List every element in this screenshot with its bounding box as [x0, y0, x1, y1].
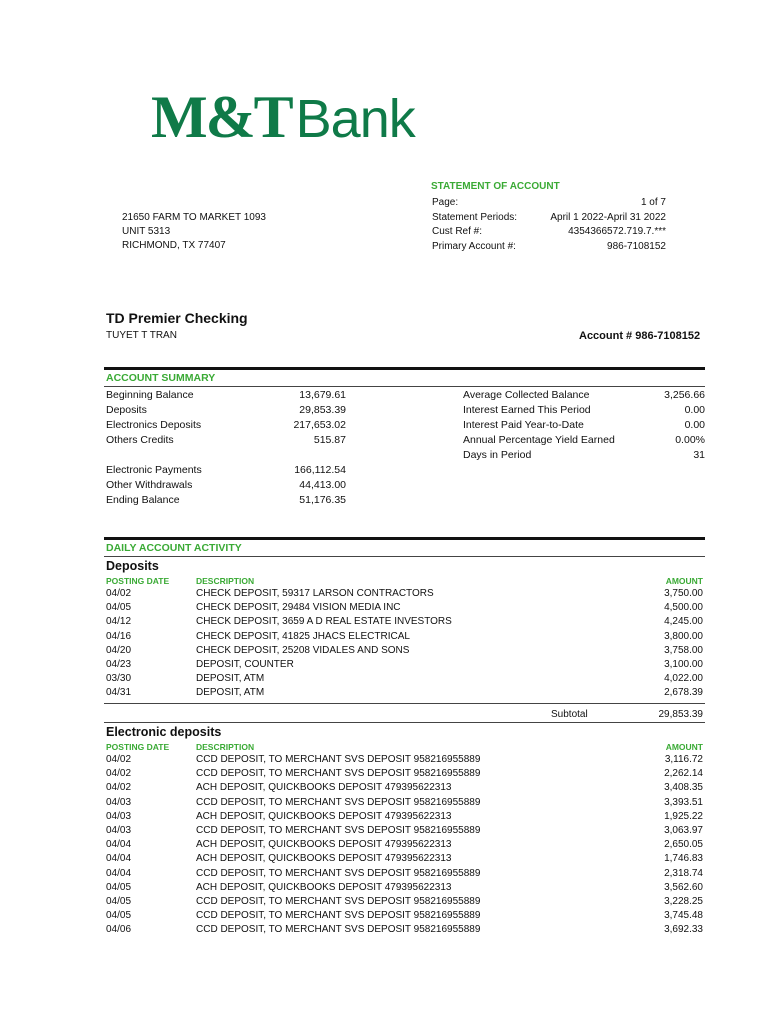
section-divider: [104, 367, 705, 370]
summary-label: Others Credits: [106, 434, 174, 446]
posting-date: 04/23: [106, 658, 132, 670]
header-description: DESCRIPTION: [196, 742, 255, 752]
transaction-amount: 3,692.33: [664, 924, 703, 936]
statement-label: Page:: [432, 197, 459, 208]
transaction-row: [106, 824, 703, 838]
transaction-amount: 1,925.22: [664, 810, 703, 822]
transaction-description: CCD DEPOSIT, TO MERCHANT SVS DEPOSIT 958216955889: [196, 924, 481, 936]
summary-row: [106, 388, 346, 403]
summary-spacer: [106, 448, 346, 463]
transaction-amount: 3,408.35: [664, 782, 703, 794]
posting-date: 04/20: [106, 644, 132, 656]
summary-value: 44,413.00: [299, 479, 346, 491]
summary-label: Annual Percentage Yield Earned: [463, 434, 615, 446]
posting-date: 04/02: [106, 588, 132, 599]
transaction-amount: 2,650.05: [664, 839, 703, 851]
statement-title: STATEMENT OF ACCOUNT: [431, 181, 560, 192]
electronic-deposits-title: Electronic deposits: [106, 725, 222, 739]
statement-value: April 1 2022-April 31 2022: [550, 211, 666, 223]
transaction-amount: 1,746.83: [664, 853, 703, 865]
posting-date: 04/06: [106, 924, 132, 936]
summary-value: 0.00: [684, 404, 705, 416]
transaction-row: [106, 753, 703, 767]
summary-label: Deposits: [106, 404, 147, 416]
section-divider-thin: [104, 722, 705, 723]
deposits-table: [106, 587, 703, 701]
header-posting-date: POSTING DATE: [106, 576, 170, 586]
summary-row: [463, 388, 705, 403]
transaction-description: DEPOSIT, ATM: [196, 687, 265, 699]
statement-row-cust-ref: [432, 225, 666, 240]
transaction-row: [106, 895, 703, 909]
summary-label: Electronics Deposits: [106, 419, 202, 431]
transaction-row: [106, 658, 703, 672]
transaction-description: CHECK DEPOSIT, 25208 VIDALES AND SONS: [196, 644, 410, 656]
summary-value: 51,176.35: [299, 494, 346, 506]
summary-value: 515.87: [313, 434, 346, 446]
summary-label: Ending Balance: [106, 494, 180, 506]
summary-label: Average Collected Balance: [463, 389, 590, 401]
daily-activity-title: DAILY ACCOUNT ACTIVITY: [106, 542, 242, 554]
account-number: Account # 986-7108152: [579, 330, 701, 342]
posting-date: 04/02: [106, 754, 132, 765]
summary-row: [463, 418, 705, 433]
header-description: DESCRIPTION: [196, 576, 255, 586]
deposits-title: Deposits: [106, 559, 159, 573]
statement-label: Cust Ref #:: [432, 226, 483, 237]
transaction-row: [106, 644, 703, 658]
statement-row-page: [432, 196, 666, 211]
transaction-amount: 2,678.39: [664, 687, 703, 699]
summary-label: Beginning Balance: [106, 389, 194, 401]
transaction-amount: 3,100.00: [664, 658, 703, 670]
summary-label: Electronic Payments: [106, 464, 202, 476]
statement-row-period: [432, 211, 666, 226]
transaction-row: [106, 867, 703, 881]
statement-value: 1 of 7: [640, 197, 666, 208]
transaction-amount: 3,116.72: [664, 754, 703, 765]
posting-date: 04/05: [106, 895, 132, 907]
address-line: 21650 FARM TO MARKET 1093: [122, 212, 266, 223]
account-owner: TUYET T TRAN: [106, 330, 177, 341]
header-amount: AMOUNT: [665, 576, 703, 586]
transaction-amount: 3,562.60: [664, 881, 703, 893]
logo-bank-text: Bank: [295, 89, 415, 149]
transaction-description: ACH DEPOSIT, QUICKBOOKS DEPOSIT 479395622313: [196, 839, 452, 851]
electronic-deposits-table: [106, 753, 703, 937]
summary-row: [463, 403, 705, 418]
transaction-description: CCD DEPOSIT, TO MERCHANT SVS DEPOSIT 958216955889: [196, 910, 481, 922]
posting-date: 04/05: [106, 602, 132, 614]
product-name: TD Premier Checking: [106, 310, 248, 326]
posting-date: 04/03: [106, 824, 132, 836]
account-summary-title: ACCOUNT SUMMARY: [106, 372, 216, 384]
summary-label: Interest Paid Year-to-Date: [463, 419, 584, 431]
section-divider: [104, 537, 705, 540]
posting-date: 04/16: [106, 630, 132, 642]
transaction-amount: 3,228.25: [664, 895, 703, 907]
summary-row: [463, 433, 705, 448]
transaction-amount: 3,745.48: [664, 910, 703, 922]
posting-date: 04/02: [106, 782, 132, 794]
transaction-amount: 4,245.00: [664, 616, 703, 628]
subtotal-label: Subtotal: [551, 709, 588, 720]
summary-value: 0.00: [684, 419, 705, 431]
transaction-amount: 2,318.74: [664, 867, 703, 879]
statement-label: Primary Account #:: [432, 240, 516, 252]
summary-value: 29,853.39: [299, 404, 346, 416]
summary-value: 0.00%: [675, 434, 705, 446]
posting-date: 04/04: [106, 867, 132, 879]
transaction-row: [106, 810, 703, 824]
transaction-description: CHECK DEPOSIT, 3659 A D REAL ESTATE INVESTORS: [196, 616, 452, 628]
summary-left-column: [106, 388, 346, 508]
transaction-description: CHECK DEPOSIT, 59317 LARSON CONTRACTORS: [196, 588, 434, 599]
bank-logo: [151, 84, 415, 150]
transaction-row: [106, 852, 703, 866]
transaction-description: ACH DEPOSIT, QUICKBOOKS DEPOSIT 479395622313: [196, 853, 452, 865]
transaction-description: DEPOSIT, COUNTER: [196, 658, 294, 670]
posting-date: 04/05: [106, 910, 132, 922]
transaction-description: CCD DEPOSIT, TO MERCHANT SVS DEPOSIT 958216955889: [196, 824, 481, 836]
transaction-description: CCD DEPOSIT, TO MERCHANT SVS DEPOSIT 958216955889: [196, 867, 481, 879]
transaction-description: ACH DEPOSIT, QUICKBOOKS DEPOSIT 479395622313: [196, 881, 452, 893]
logo-mt-text: M&T: [151, 84, 292, 150]
transaction-amount: 4,022.00: [664, 673, 703, 685]
transaction-row: [106, 601, 703, 615]
transaction-amount: 3,393.51: [664, 796, 703, 808]
transaction-row: [106, 587, 703, 601]
transaction-description: CCD DEPOSIT, TO MERCHANT SVS DEPOSIT 958216955889: [196, 768, 481, 780]
transaction-row: [106, 881, 703, 895]
summary-label: Other Withdrawals: [106, 479, 193, 491]
summary-value: 31: [693, 449, 705, 461]
subtotal-value: 29,853.39: [658, 709, 703, 720]
transaction-description: CHECK DEPOSIT, 41825 JHACS ELECTRICAL: [196, 630, 410, 642]
posting-date: 04/12: [106, 616, 132, 628]
statement-row-primary-account: [432, 240, 666, 255]
posting-date: 04/04: [106, 853, 132, 865]
transaction-amount: 3,750.00: [664, 588, 703, 599]
summary-row: [106, 493, 346, 508]
summary-row: [463, 448, 705, 463]
transaction-row: [106, 796, 703, 810]
transaction-description: ACH DEPOSIT, QUICKBOOKS DEPOSIT 479395622313: [196, 810, 452, 822]
summary-value: 217,653.02: [293, 419, 346, 431]
summary-row: [106, 403, 346, 418]
statement-details: [432, 196, 666, 254]
transaction-amount: 4,500.00: [664, 602, 703, 614]
transaction-amount: 3,063.97: [664, 824, 703, 836]
mailing-address: [122, 211, 266, 254]
summary-row: [106, 418, 346, 433]
summary-right-column: [463, 388, 705, 463]
transaction-row: [106, 923, 703, 937]
header-amount: AMOUNT: [665, 742, 703, 752]
transaction-row: [106, 909, 703, 923]
section-underline: [104, 386, 705, 387]
transaction-row: [106, 615, 703, 629]
transaction-row: [106, 672, 703, 686]
transaction-description: CCD DEPOSIT, TO MERCHANT SVS DEPOSIT 958216955889: [196, 754, 481, 765]
transaction-description: DEPOSIT, ATM: [196, 673, 265, 685]
transaction-amount: 3,800.00: [664, 630, 703, 642]
summary-row: [106, 463, 346, 478]
statement-value: 986-7108152: [607, 240, 666, 252]
subtotal-divider: [104, 703, 705, 704]
transaction-description: CCD DEPOSIT, TO MERCHANT SVS DEPOSIT 958216955889: [196, 895, 481, 907]
posting-date: 03/30: [106, 673, 132, 685]
transaction-description: CCD DEPOSIT, TO MERCHANT SVS DEPOSIT 958216955889: [196, 796, 481, 808]
section-underline: [104, 556, 705, 557]
transaction-description: ACH DEPOSIT, QUICKBOOKS DEPOSIT 479395622313: [196, 782, 452, 794]
address-line: RICHMOND, TX 77407: [122, 240, 226, 252]
statement-value: 4354366572.719.7.***: [568, 226, 666, 237]
posting-date: 04/02: [106, 768, 132, 780]
summary-value: 3,256.66: [664, 389, 705, 401]
header-posting-date: POSTING DATE: [106, 742, 170, 752]
transaction-row: [106, 686, 703, 700]
statement-label: Statement Periods:: [432, 211, 518, 223]
posting-date: 04/04: [106, 839, 132, 851]
transaction-amount: 3,758.00: [664, 644, 703, 656]
posting-date: 04/05: [106, 881, 132, 893]
transaction-amount: 2,262.14: [664, 768, 703, 780]
transaction-row: [106, 781, 703, 795]
transaction-row: [106, 838, 703, 852]
summary-label: Interest Earned This Period: [463, 404, 591, 416]
summary-value: 166,112.54: [294, 464, 346, 476]
summary-value: 13,679.61: [299, 389, 346, 401]
posting-date: 04/03: [106, 796, 132, 808]
transaction-row: [106, 630, 703, 644]
posting-date: 04/31: [106, 687, 132, 699]
transaction-row: [106, 767, 703, 781]
posting-date: 04/03: [106, 810, 132, 822]
summary-row: [106, 478, 346, 493]
summary-row: [106, 433, 346, 448]
transaction-description: CHECK DEPOSIT, 29484 VISION MEDIA INC: [196, 602, 401, 614]
summary-label: Days in Period: [463, 449, 532, 461]
address-line: UNIT 5313: [122, 226, 171, 238]
